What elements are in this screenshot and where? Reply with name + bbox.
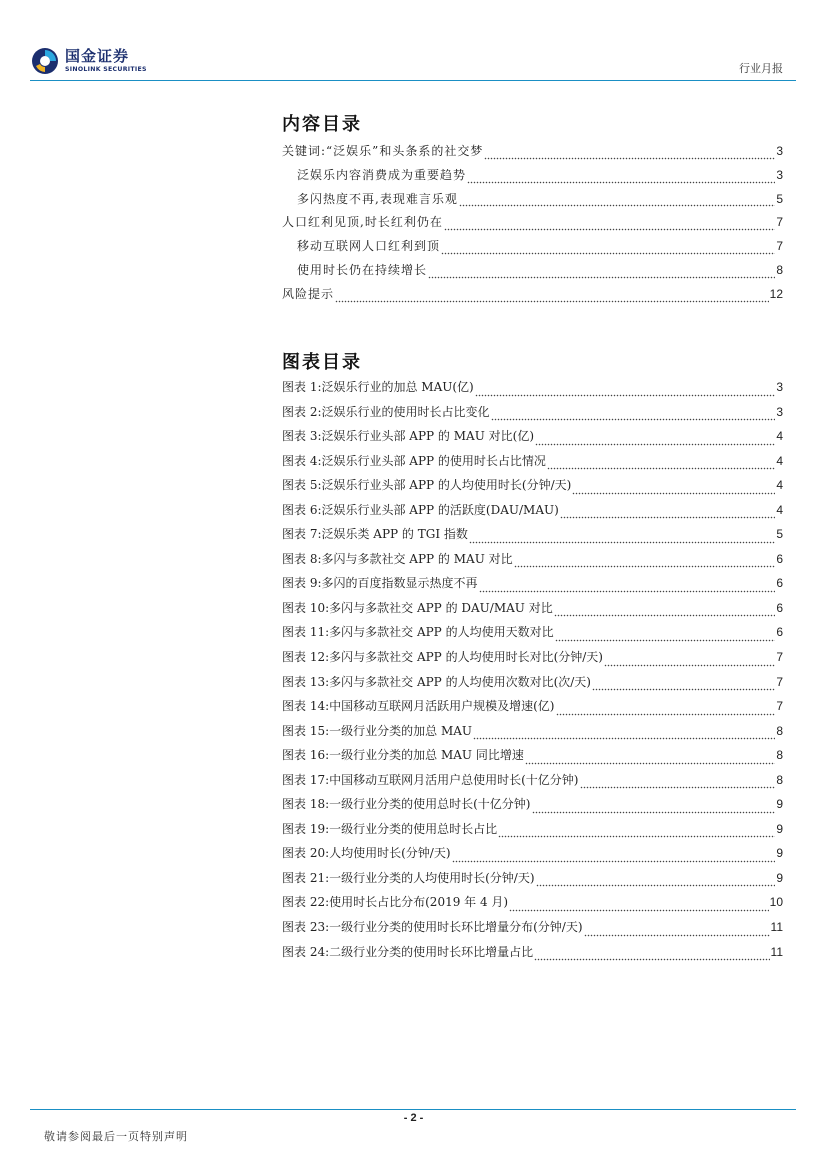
dot-leader (572, 483, 775, 495)
entry-page-number: 8 (776, 748, 783, 763)
entry-page-number: 7 (776, 215, 783, 230)
entry-page-number: 9 (776, 821, 783, 836)
entry-page-number: 6 (776, 551, 783, 566)
entry-title: 图表 15:一级行业分类的加总 MAU (282, 723, 473, 738)
dot-leader (536, 875, 776, 887)
entry-title: 使用时长仍在持续增长 (297, 262, 428, 277)
figure-entry[interactable] (282, 771, 783, 796)
dot-leader (532, 802, 776, 814)
dot-leader (479, 581, 776, 593)
figure-entry[interactable] (282, 893, 783, 918)
entry-page-number: 3 (776, 404, 783, 419)
figure-entry[interactable] (282, 697, 783, 722)
sinolink-logo-icon (30, 46, 60, 76)
entry-title: 图表 18:一级行业分类的使用总时长(十亿分钟) (282, 797, 531, 812)
toc-entry[interactable] (282, 190, 783, 214)
figure-entry[interactable] (282, 820, 783, 845)
entry-title: 图表 8:多闪与多款社交 APP 的 MAU 对比 (282, 551, 513, 566)
figure-entry[interactable] (282, 427, 783, 452)
entry-title: 图表 19:一级行业分类的使用总时长占比 (282, 821, 498, 836)
figure-entry[interactable] (282, 452, 783, 477)
entry-page-number: 12 (769, 286, 783, 301)
footer-divider (30, 1109, 796, 1110)
dot-leader (459, 195, 775, 207)
figure-entry[interactable] (282, 943, 783, 968)
entry-title: 图表 23:一级行业分类的使用时长环比增量分布(分钟/天) (282, 920, 583, 935)
entry-page-number: 6 (776, 625, 783, 640)
figure-entry[interactable] (282, 550, 783, 575)
figure-entry[interactable] (282, 599, 783, 624)
entry-page-number: 5 (776, 527, 783, 542)
page-header (0, 0, 827, 82)
entry-page-number: 7 (776, 650, 783, 665)
entry-title: 图表 22:使用时长占比分布(2019 年 4 月) (282, 895, 509, 910)
entry-title: 图表 13:多闪与多款社交 APP 的人均使用次数对比(次/天) (282, 674, 591, 689)
figure-entry[interactable] (282, 403, 783, 428)
entry-title: 图表 17:中国移动互联网月活用户总使用时长(十亿分钟) (282, 772, 579, 787)
dot-leader (473, 728, 775, 740)
dot-leader (592, 679, 775, 691)
page-number: - 2 - (403, 1112, 424, 1124)
dot-leader (556, 704, 776, 716)
entry-page-number: 4 (776, 502, 783, 517)
figure-entry[interactable] (282, 869, 783, 894)
dot-leader (560, 507, 776, 519)
dot-leader (498, 826, 775, 838)
report-type-label: 行业月报 (739, 62, 783, 75)
entry-title: 移动互联网人口红利到顶 (297, 239, 441, 254)
figure-entry[interactable] (282, 378, 783, 403)
entry-page-number: 4 (776, 429, 783, 444)
dot-leader (428, 267, 775, 279)
dot-leader (475, 385, 776, 397)
entry-page-number: 7 (776, 699, 783, 714)
dot-leader (584, 925, 770, 937)
toc-entry[interactable] (282, 213, 783, 237)
brand-name-en: SINOLINK SECURITIES (65, 66, 147, 73)
entry-title: 图表 1:泛娱乐行业的加总 MAU(亿) (282, 380, 474, 394)
figure-entry[interactable] (282, 623, 783, 648)
figures-list (282, 378, 783, 967)
entry-title: 图表 10:多闪与多款社交 APP 的 DAU/MAU 对比 (282, 600, 553, 615)
toc-list (282, 142, 783, 309)
dot-leader (580, 777, 776, 789)
entry-title: 图表 5:泛娱乐行业头部 APP 的人均使用时长(分钟/天) (282, 478, 572, 493)
figure-entry[interactable] (282, 673, 783, 698)
entry-page-number: 6 (776, 576, 783, 591)
dot-leader (452, 851, 776, 863)
entry-title: 图表 2:泛娱乐行业的使用时长占比变化 (282, 404, 490, 419)
entry-title: 关键词:“泛娱乐”和头条系的社交梦 (282, 144, 484, 158)
entry-title: 图表 16:一级行业分类的加总 MAU 同比增速 (282, 748, 524, 763)
figure-entry[interactable] (282, 844, 783, 869)
dot-leader (514, 556, 776, 568)
dot-leader (335, 291, 769, 303)
entry-title: 人口红利见顶,时长红利仍在 (282, 215, 443, 230)
dot-leader (441, 243, 775, 255)
entry-page-number: 11 (770, 920, 783, 935)
entry-page-number: 9 (776, 797, 783, 812)
dot-leader (484, 148, 775, 160)
dot-leader (554, 605, 776, 617)
entry-title: 图表 11:多闪与多款社交 APP 的人均使用天数对比 (282, 625, 554, 640)
toc-entry[interactable] (282, 166, 783, 190)
entry-page-number: 7 (776, 674, 783, 689)
figure-entry[interactable] (282, 918, 783, 943)
figure-entry[interactable] (282, 795, 783, 820)
entry-title: 图表 6:泛娱乐行业头部 APP 的活跃度(DAU/MAU) (282, 502, 559, 517)
dot-leader (535, 434, 775, 446)
brand-name-cn: 国金证券 (65, 47, 130, 65)
entry-page-number: 8 (776, 262, 783, 277)
dot-leader (547, 458, 775, 470)
entry-page-number: 3 (776, 380, 783, 394)
figures-title: 图表目录 (282, 352, 362, 373)
entry-title: 图表 7:泛娱乐类 APP 的 TGI 指数 (282, 527, 468, 542)
entry-page-number: 8 (776, 772, 783, 787)
figure-entry[interactable] (282, 501, 783, 526)
figure-entry[interactable] (282, 648, 783, 673)
entry-title: 图表 24:二级行业分类的使用时长环比增量占比 (282, 944, 534, 959)
dot-leader (509, 900, 769, 912)
entry-page-number: 3 (776, 167, 783, 182)
disclaimer-note: 敬请参阅最后一页特别声明 (44, 1130, 188, 1143)
figure-entry[interactable] (282, 476, 783, 501)
entry-page-number: 10 (769, 895, 783, 910)
dot-leader (555, 630, 776, 642)
dot-leader (534, 949, 769, 961)
entry-title: 泛娱乐内容消费成为重要趋势 (297, 167, 467, 182)
figure-entry[interactable] (282, 722, 783, 747)
dot-leader (444, 219, 775, 231)
entry-title: 图表 14:中国移动互联网月活跃用户规模及增速(亿) (282, 699, 555, 714)
entry-title: 图表 21:一级行业分类的人均使用时长(分钟/天) (282, 870, 535, 885)
dot-leader (525, 753, 775, 765)
entry-page-number: 5 (776, 191, 783, 206)
entry-title: 图表 12:多闪与多款社交 APP 的人均使用时长对比(分钟/天) (282, 650, 603, 665)
toc-title: 内容目录 (282, 114, 362, 135)
entry-page-number: 9 (776, 870, 783, 885)
toc-entry[interactable] (282, 237, 783, 261)
entry-title: 风险提示 (282, 286, 335, 301)
brand-logo (30, 46, 147, 76)
dot-leader (491, 409, 776, 421)
entry-title: 图表 20:人均使用时长(分钟/天) (282, 846, 451, 861)
figure-entry[interactable] (282, 525, 783, 550)
toc-entry[interactable] (282, 142, 783, 166)
entry-title: 多闪热度不再,表现难言乐观 (297, 191, 458, 206)
entry-title: 图表 3:泛娱乐行业头部 APP 的 MAU 对比(亿) (282, 429, 534, 444)
entry-page-number: 4 (776, 478, 783, 493)
entry-page-number: 8 (776, 723, 783, 738)
figure-entry[interactable] (282, 574, 783, 599)
entry-page-number: 3 (776, 144, 783, 158)
header-divider (30, 80, 796, 81)
dot-leader (604, 655, 775, 667)
entry-page-number: 9 (776, 846, 783, 861)
figure-entry[interactable] (282, 746, 783, 771)
dot-leader (467, 172, 775, 184)
toc-entry[interactable] (282, 285, 783, 309)
entry-page-number: 7 (776, 239, 783, 254)
entry-page-number: 11 (770, 944, 783, 959)
entry-title: 图表 4:泛娱乐行业头部 APP 的使用时长占比情况 (282, 453, 546, 468)
entry-page-number: 4 (776, 453, 783, 468)
toc-entry[interactable] (282, 261, 783, 285)
entry-title: 图表 9:多闪的百度指数显示热度不再 (282, 576, 478, 591)
dot-leader (469, 532, 775, 544)
entry-page-number: 6 (776, 600, 783, 615)
